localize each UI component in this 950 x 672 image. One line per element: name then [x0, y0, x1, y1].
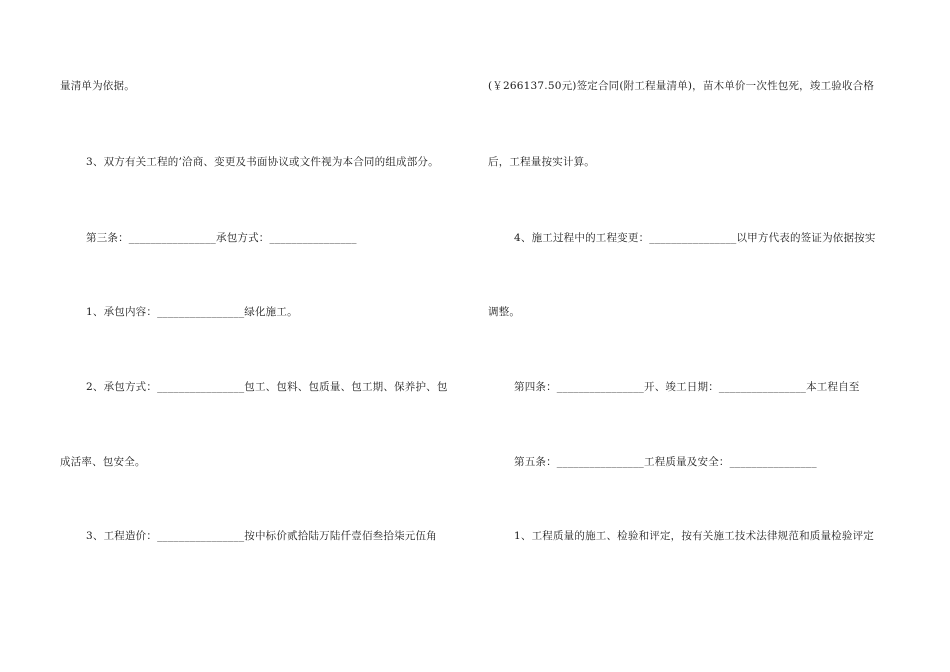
text-line: 后，工程量按实计算。 — [488, 156, 595, 168]
text-line: 第三条：________________承包方式：________________ — [86, 232, 357, 244]
left-column — [60, 0, 470, 672]
text-line: 第五条：________________工程质量及安全：________________ — [514, 456, 817, 468]
right-column — [488, 0, 898, 672]
text-line: 调整。 — [488, 306, 521, 318]
text-line: 1、工程质量的施工、检验和评定，按有关施工技术法律规范和质量检验评定 — [514, 530, 874, 542]
text-line: 3、工程造价：________________按中标价贰拾陆万陆仟壹佰叁拾柒元伍角 — [86, 530, 437, 542]
text-line: 成活率、包安全。 — [60, 456, 146, 468]
text-line: 3、双方有关工程的’洽商、变更及书面协议或文件视为本合同的组成部分。 — [86, 156, 439, 168]
text-line: 量清单为依据。 — [60, 80, 135, 92]
text-line: 第四条：________________开、竣工日期：________________本工程自至 — [514, 381, 860, 393]
text-line: 1、承包内容：________________绿化施工。 — [86, 306, 298, 318]
text-line: 2、承包方式：________________包工、包料、包质量、包工期、保养护、包 — [86, 381, 448, 393]
text-line: 4、施工过程中的工程变更：________________以甲方代表的签证为依据按实 — [514, 232, 876, 244]
text-line: (￥266137.50元)签定合同(附工程量清单)，苗木单价一次性包死，竣工验收合格 — [488, 80, 875, 92]
